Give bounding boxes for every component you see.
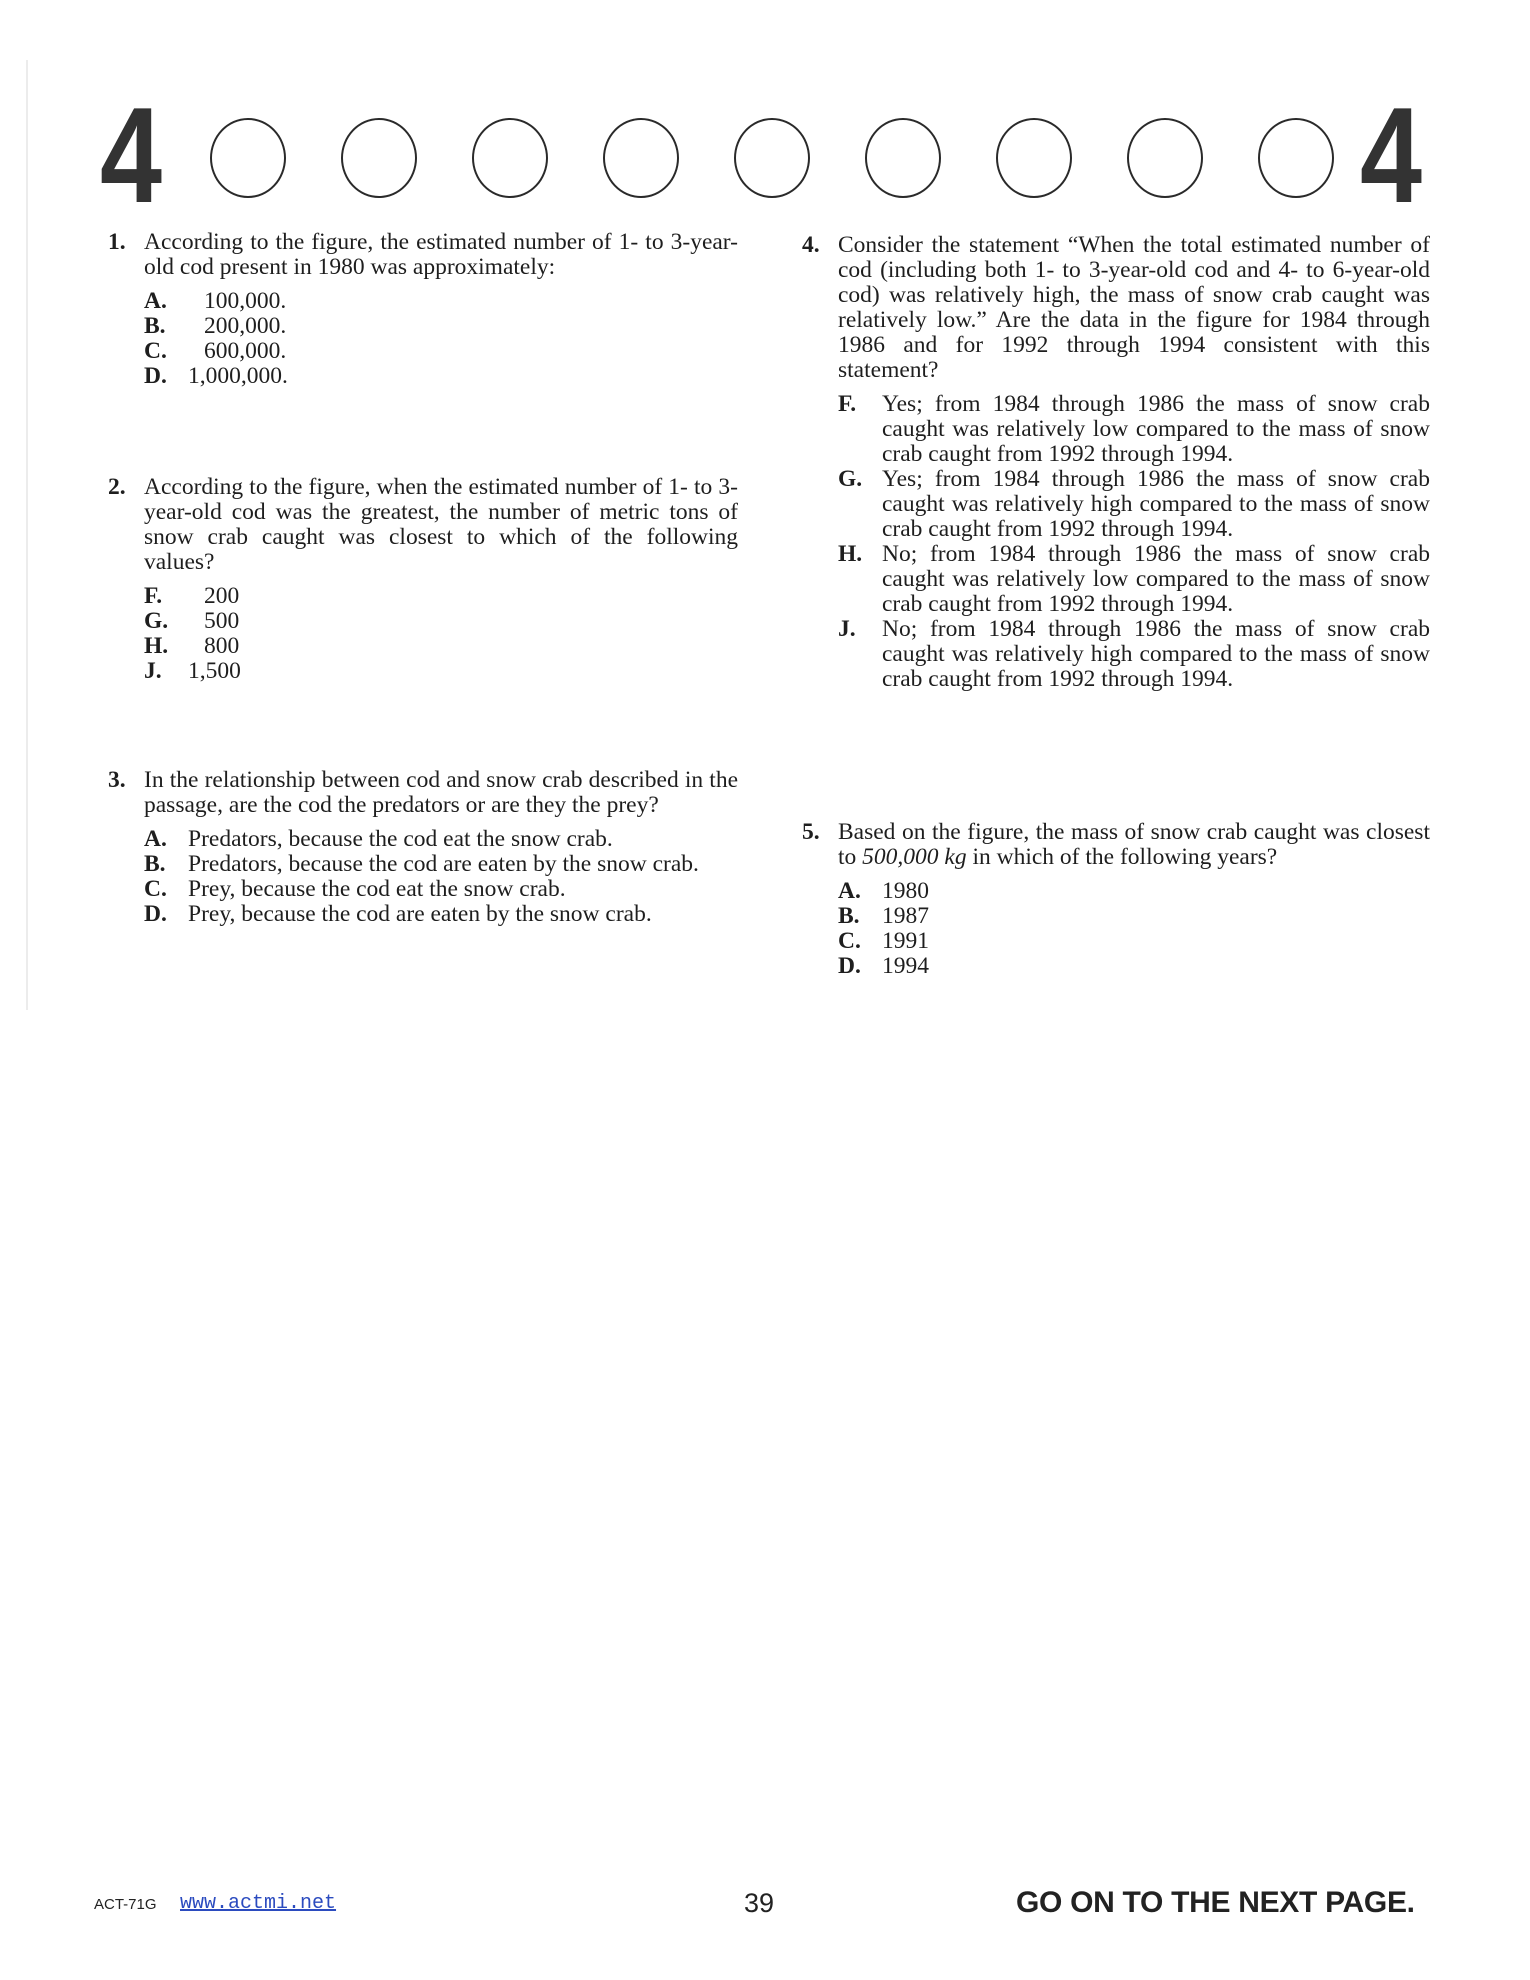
choice-letter: D. xyxy=(838,953,861,979)
choice-text: 800 xyxy=(204,633,240,659)
page-footer xyxy=(0,1884,1530,1924)
choice-letter: A. xyxy=(144,288,167,314)
choice-letter: B. xyxy=(144,851,166,877)
circle-icon xyxy=(865,118,941,198)
answer-choice[interactable] xyxy=(144,364,738,389)
stem-emphasis: 500,000 kg xyxy=(862,844,967,870)
circle-icon xyxy=(1258,118,1334,198)
choice-text: 600,000. xyxy=(204,338,287,364)
answer-choice[interactable] xyxy=(838,954,1430,979)
question-number: 1. xyxy=(108,229,126,255)
choice-text: 200,000. xyxy=(204,313,287,339)
answer-choice[interactable] xyxy=(144,852,738,877)
question-3 xyxy=(108,768,738,927)
question-number: 5. xyxy=(802,819,820,845)
choice-letter: F. xyxy=(144,583,163,609)
choice-text: 1980 xyxy=(882,878,929,904)
choice-text: Predators, because the cod eat the snow crab. xyxy=(188,826,613,852)
choice-letter: H. xyxy=(144,633,169,659)
circle-icon xyxy=(1127,118,1203,198)
question-stem: According to the figure, when the estimated number of 1- to 3-year-old cod was the greatest, the number of metric tons of snow crab caught was closest to which of the following values? xyxy=(144,474,738,575)
answer-choices xyxy=(144,827,738,927)
question-stem: According to the figure, the estimated number of 1- to 3-year-old cod present in 1980 was approximately: xyxy=(144,229,738,280)
answer-choice[interactable] xyxy=(144,289,738,314)
answer-choices xyxy=(838,879,1430,979)
choice-letter: B. xyxy=(838,903,860,929)
choice-text: 1987 xyxy=(882,903,929,929)
question-number: 4. xyxy=(802,232,820,258)
circle-icon xyxy=(341,118,417,198)
circle-icon xyxy=(210,118,286,198)
choice-letter: D. xyxy=(144,901,167,927)
form-code: ACT-71G xyxy=(94,1896,157,1913)
choice-letter: D. xyxy=(144,363,167,389)
choice-letter: A. xyxy=(838,878,861,904)
answer-choice[interactable] xyxy=(838,879,1430,904)
stem-text: in which of the following years? xyxy=(966,844,1278,870)
choice-text: 1,500 xyxy=(188,658,241,684)
choice-text: 200 xyxy=(204,583,240,609)
choice-text: Yes; from 1984 through 1986 the mass of snow crab caught was relatively high compared to the mass of snow crab caught from 1992 through 1994. xyxy=(882,466,1430,542)
header-circle-row xyxy=(0,118,1530,208)
choice-text: 1991 xyxy=(882,928,929,954)
answer-choice[interactable] xyxy=(144,339,738,364)
question-stem: In the relationship between cod and snow crab described in the passage, are the cod the predators or are they the prey? xyxy=(144,767,738,818)
answer-choice[interactable] xyxy=(144,314,738,339)
circle-icon xyxy=(472,118,548,198)
choice-text: No; from 1984 through 1986 the mass of snow crab caught was relatively low compared to the mass of snow crab caught from 1992 through 1994. xyxy=(882,541,1430,617)
answer-choice[interactable] xyxy=(144,877,738,902)
question-1 xyxy=(108,230,738,389)
choice-letter: C. xyxy=(144,338,167,364)
next-page-notice: GO ON TO THE NEXT PAGE. xyxy=(1016,1886,1415,1919)
answer-choice[interactable] xyxy=(838,467,1430,542)
choice-text: Yes; from 1984 through 1986 the mass of snow crab caught was relatively low compared to the mass of snow crab caught from 1992 through 1994. xyxy=(882,391,1430,467)
choice-letter: H. xyxy=(838,541,863,567)
choice-text: 100,000. xyxy=(204,288,287,314)
circle-icon xyxy=(734,118,810,198)
choice-letter: C. xyxy=(144,876,167,902)
answer-choice[interactable] xyxy=(144,609,738,634)
circle-icon xyxy=(603,118,679,198)
answer-choice[interactable] xyxy=(144,584,738,609)
answer-choice[interactable] xyxy=(144,827,738,852)
choice-letter: G. xyxy=(144,608,169,634)
answer-choice[interactable] xyxy=(144,902,738,927)
choice-letter: B. xyxy=(144,313,166,339)
choice-letter: J. xyxy=(144,658,162,684)
choice-text: 1,000,000. xyxy=(188,363,288,389)
circle-icon xyxy=(996,118,1072,198)
choice-letter: A. xyxy=(144,826,167,852)
question-4 xyxy=(802,233,1430,692)
answer-choice[interactable] xyxy=(838,617,1430,692)
stem-text: Based on the figure, the mass of snow crab caught was closest to xyxy=(838,819,1430,870)
choice-text: No; from 1984 through 1986 the mass of snow crab caught was relatively high compared to the mass of snow crab caught from 1992 through 1994. xyxy=(882,616,1430,692)
answer-choice[interactable] xyxy=(144,659,738,684)
answer-choice[interactable] xyxy=(144,634,738,659)
question-2 xyxy=(108,475,738,684)
choice-text: Prey, because the cod are eaten by the snow crab. xyxy=(188,901,652,927)
choice-text: 1994 xyxy=(882,953,929,979)
question-stem: Consider the statement “When the total estimated number of cod (including both 1- to 3-year-old cod and 4- to 6-year-old cod) was relatively high, the mass of snow crab caught was relatively low.” Are the data in the figure for 1984 through 1986 and for 1992 through 1994 consistent with this statement? xyxy=(838,232,1430,383)
choice-text: 500 xyxy=(204,608,240,634)
choice-text: Predators, because the cod are eaten by the snow crab. xyxy=(188,851,699,877)
choice-letter: G. xyxy=(838,466,863,492)
choice-letter: F. xyxy=(838,391,857,417)
page-number: 39 xyxy=(744,1888,775,1918)
choice-letter: C. xyxy=(838,928,861,954)
answer-choices xyxy=(144,289,738,389)
website-link[interactable]: www.actmi.net xyxy=(180,1892,337,1915)
section-number-right: 4 xyxy=(1360,79,1423,231)
answer-choices xyxy=(838,392,1430,692)
question-stem xyxy=(838,820,1430,870)
answer-choice[interactable] xyxy=(838,904,1430,929)
answer-choices xyxy=(144,584,738,684)
question-number: 2. xyxy=(108,474,126,500)
answer-choice[interactable] xyxy=(838,929,1430,954)
question-number: 3. xyxy=(108,767,126,793)
choice-letter: J. xyxy=(838,616,856,642)
question-5 xyxy=(802,820,1430,979)
section-number-left: 4 xyxy=(100,79,163,231)
answer-choice[interactable] xyxy=(838,542,1430,617)
choice-text: Prey, because the cod eat the snow crab. xyxy=(188,876,566,902)
answer-choice[interactable] xyxy=(838,392,1430,467)
